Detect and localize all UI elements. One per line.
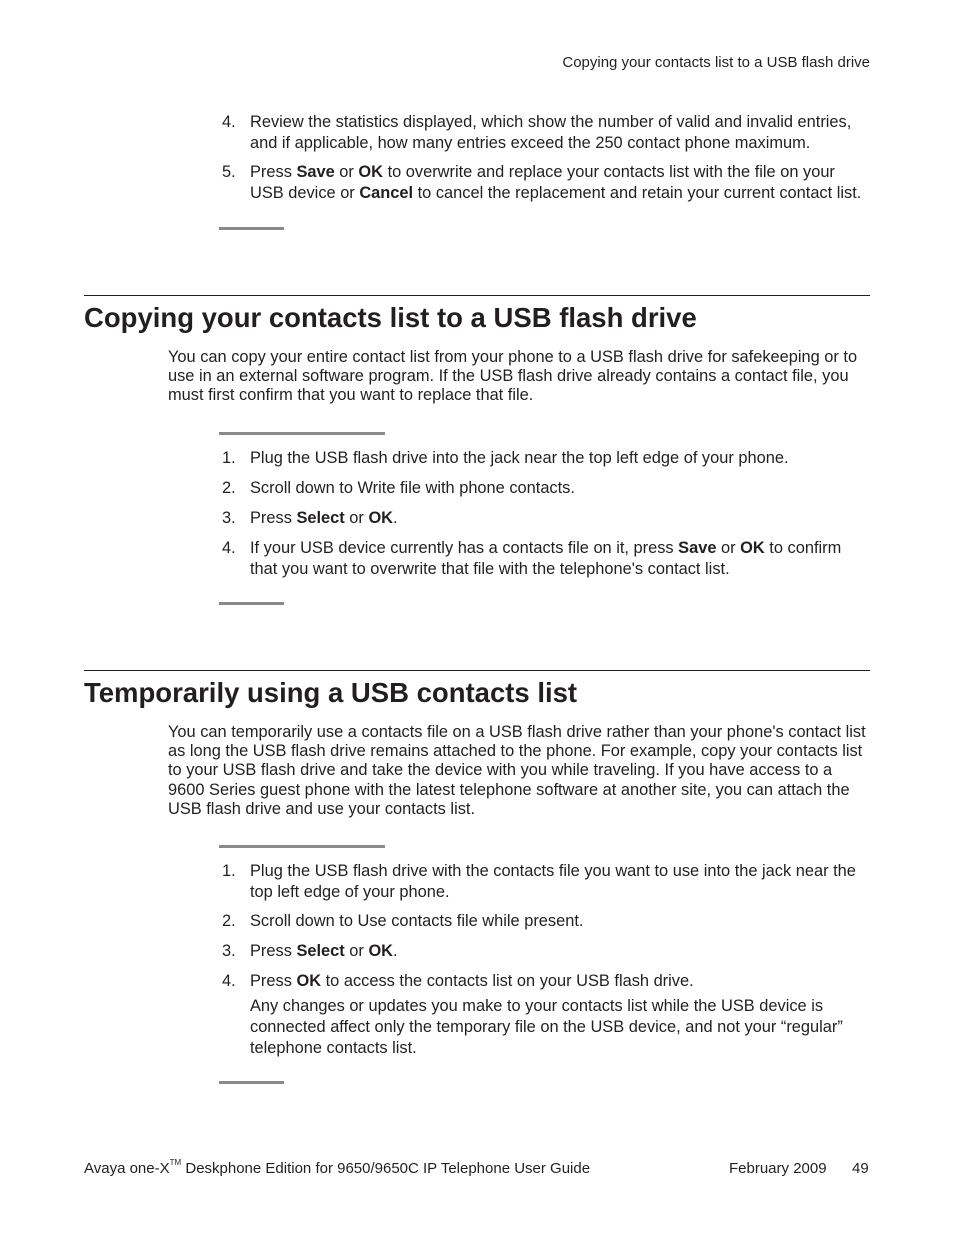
list-item	[222, 538, 870, 580]
step-number: 4.	[222, 113, 236, 131]
list-item	[222, 941, 870, 962]
footer-date: February 2009	[729, 1160, 827, 1177]
list-item	[222, 508, 870, 529]
list-item	[222, 162, 870, 204]
step-note: Any changes or updates you make to your contacts list while the USB device is connected affect only the temporary file on the USB device, and not your “regular” telephone contacts list.	[250, 997, 843, 1057]
list-item	[222, 911, 870, 932]
step-number: 3.	[222, 509, 236, 527]
step-text: Press OK to access the contacts list on your USB flash drive.	[250, 972, 694, 990]
list-item	[222, 448, 870, 469]
end-of-procedure-rule	[219, 602, 284, 605]
procedure-rule	[219, 845, 385, 848]
procedure-rule	[219, 432, 385, 435]
list-item	[222, 478, 870, 499]
section-intro: You can temporarily use a contacts file on a USB flash drive rather than your phone's contact list as long the USB flash drive remains attached to the phone. For example, copy your contacts list to your USB flash drive and take the device with you while traveling. If you have access to a 9600 Series guest phone with the latest telephone software at another site, you can attach the USB flash drive and use your contacts list.	[168, 723, 866, 818]
list-item	[222, 861, 870, 903]
step-number: 2.	[222, 912, 236, 930]
section-intro: You can copy your entire contact list from your phone to a USB flash drive for safekeeping or to use in an external software program. If the USB flash drive already contains a contact file, you must first confirm that you want to replace that file.	[168, 348, 858, 405]
step-text: Plug the USB flash drive with the contacts file you want to use into the jack near the top left edge of your phone.	[250, 862, 856, 901]
step-number: 3.	[222, 942, 236, 960]
step-text: If your USB device currently has a contacts file on it, press Save or OK to confirm that you want to overwrite that file with the telephone's contact list.	[250, 539, 842, 578]
step-text: Press Select or OK.	[250, 509, 398, 527]
footer-title: Avaya one-X™ Deskphone Edition for 9650/9650C IP Telephone User Guide	[84, 1158, 591, 1177]
step-text: Press Select or OK.	[250, 942, 398, 960]
page-number: 49	[852, 1160, 869, 1177]
section-divider	[84, 670, 870, 671]
section-divider	[84, 295, 870, 296]
list-item	[222, 971, 870, 1059]
step-text: Scroll down to Write file with phone contacts.	[250, 479, 575, 497]
step-text: Plug the USB flash drive into the jack near the top left edge of your phone.	[250, 449, 789, 467]
trademark-symbol: TM	[169, 1158, 182, 1167]
step-number: 2.	[222, 479, 236, 497]
list-item	[222, 112, 870, 154]
step-number: 1.	[222, 862, 236, 880]
step-text: Review the statistics displayed, which show the number of valid and invalid entries, and if applicable, how many entries exceed the 250 contact phone maximum.	[250, 113, 852, 152]
section-heading: Copying your contacts list to a USB flash drive	[84, 302, 697, 333]
step-number: 5.	[222, 163, 236, 181]
step-number: 4.	[222, 972, 236, 990]
end-of-procedure-rule	[219, 227, 284, 230]
end-of-procedure-rule	[219, 1081, 284, 1084]
section-heading: Temporarily using a USB contacts list	[84, 677, 578, 708]
step-number: 1.	[222, 449, 236, 467]
step-text: Scroll down to Use contacts file while present.	[250, 912, 584, 930]
step-number: 4.	[222, 539, 236, 557]
step-text: Press Save or OK to overwrite and replace your contacts list with the file on your USB device or Cancel to cancel the replacement and retain your current contact list.	[250, 163, 862, 202]
running-header: Copying your contacts list to a USB flash drive	[562, 54, 870, 71]
